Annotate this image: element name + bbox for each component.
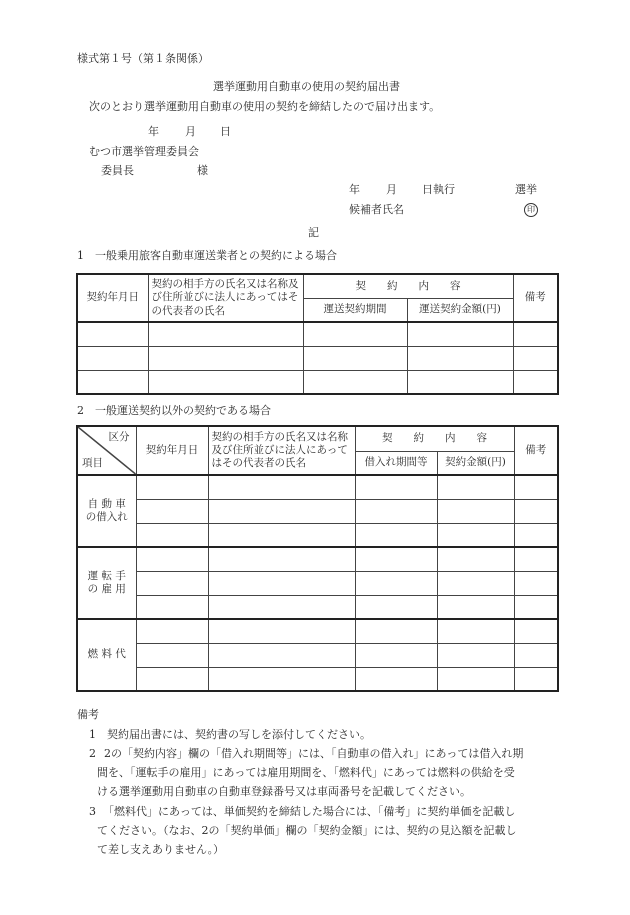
table-row bbox=[77, 547, 558, 571]
cell-period[interactable] bbox=[303, 322, 407, 346]
date-day: 日 bbox=[220, 125, 231, 138]
note-3-num: 3 bbox=[89, 805, 96, 818]
cell-remarks[interactable] bbox=[514, 547, 558, 571]
cell-contract-date[interactable] bbox=[136, 571, 208, 595]
header-remarks: 備考 bbox=[514, 426, 558, 475]
cell-counterparty[interactable] bbox=[208, 547, 355, 571]
seal-mark bbox=[524, 203, 538, 217]
note-2-line-3: ける選挙運動用自動車の自動車登録番号又は車両番号を記載してください。 bbox=[97, 785, 471, 798]
cell-counterparty[interactable] bbox=[208, 523, 355, 547]
cell-amount[interactable] bbox=[437, 643, 514, 667]
cell-amount[interactable] bbox=[437, 571, 514, 595]
cell-amount[interactable] bbox=[437, 595, 514, 619]
cell-remarks[interactable] bbox=[514, 643, 558, 667]
cell-contract-date[interactable] bbox=[136, 667, 208, 691]
header-komoku: 項目 bbox=[82, 456, 103, 469]
cell-remarks[interactable] bbox=[513, 322, 558, 346]
addressee-org: むつ市選挙管理委員会 bbox=[89, 145, 199, 158]
cell-remarks[interactable] bbox=[514, 571, 558, 595]
cell-remarks[interactable] bbox=[514, 475, 558, 499]
cell-period[interactable] bbox=[303, 370, 407, 394]
cell-counterparty[interactable] bbox=[208, 571, 355, 595]
header-amount: 運送契約金額(円) bbox=[407, 298, 513, 322]
intro-text: 次のとおり選挙運動用自動車の使用の契約を締結したので届け出ます。 bbox=[89, 100, 441, 113]
cell-counterparty[interactable] bbox=[208, 667, 355, 691]
cell-amount[interactable] bbox=[437, 547, 514, 571]
seal-icon: 印 bbox=[524, 203, 538, 217]
header-counterparty: 契約の相手方の氏名又は名称及び住所並びに法人にあってはその代表者の氏名 bbox=[148, 274, 303, 322]
form-number: 様式第１号（第１条関係） bbox=[77, 52, 209, 65]
table-row bbox=[77, 346, 558, 370]
cell-amount[interactable] bbox=[407, 370, 513, 394]
table-row bbox=[77, 619, 558, 643]
cell-contract-date[interactable] bbox=[136, 619, 208, 643]
notes-heading: 備考 bbox=[77, 708, 99, 721]
cell-contract-date[interactable] bbox=[136, 499, 208, 523]
group-label-driver-hire: 運 転 手 の 雇 用 bbox=[77, 547, 136, 619]
note-3-line-1: 「燃料代」にあっては、単価契約を締結した場合には、「備考」に契約単価を記載し bbox=[103, 805, 516, 818]
cell-remarks[interactable] bbox=[514, 667, 558, 691]
cell-counterparty[interactable] bbox=[148, 346, 303, 370]
cell-counterparty[interactable] bbox=[148, 322, 303, 346]
header-period: 運送契約期間 bbox=[303, 298, 407, 322]
cell-counterparty[interactable] bbox=[148, 370, 303, 394]
header-kubun: 区分 bbox=[108, 431, 130, 443]
table-row bbox=[77, 475, 558, 499]
cell-contract-date[interactable] bbox=[136, 643, 208, 667]
ki-label: 記 bbox=[308, 226, 319, 239]
date-month: 月 bbox=[185, 125, 196, 138]
table-row bbox=[77, 499, 558, 523]
note-1-line-1: 契約届出書には、契約書の写しを添付してください。 bbox=[107, 728, 371, 741]
election-day-executed: 日執行 bbox=[422, 183, 455, 196]
cell-amount[interactable] bbox=[407, 346, 513, 370]
cell-period[interactable] bbox=[355, 571, 437, 595]
cell-remarks[interactable] bbox=[514, 523, 558, 547]
table-row bbox=[77, 322, 558, 346]
cell-amount[interactable] bbox=[437, 619, 514, 643]
cell-contract-date[interactable] bbox=[77, 346, 148, 370]
section1-table bbox=[76, 273, 559, 395]
header-contract-content: 契 約 内 容 bbox=[355, 426, 514, 451]
cell-contract-date[interactable] bbox=[136, 547, 208, 571]
cell-period[interactable] bbox=[303, 346, 407, 370]
section2-heading: 2 一般運送契約以外の契約である場合 bbox=[77, 404, 271, 417]
cell-period[interactable] bbox=[355, 595, 437, 619]
election-year: 年 bbox=[349, 183, 360, 196]
cell-remarks[interactable] bbox=[514, 499, 558, 523]
note-2-line-2: 間を、「運転手の雇用」にあっては雇用期間を、「燃料代」にあっては燃料の供給を受 bbox=[97, 766, 515, 779]
header-amount: 契約金額(円) bbox=[437, 451, 514, 475]
cell-counterparty[interactable] bbox=[208, 595, 355, 619]
table-row bbox=[77, 595, 558, 619]
cell-contract-date[interactable] bbox=[136, 475, 208, 499]
candidate-name-label: 候補者氏名 bbox=[349, 203, 404, 216]
addressee-title: 委員長 bbox=[101, 164, 134, 177]
cell-period[interactable] bbox=[355, 475, 437, 499]
cell-remarks[interactable] bbox=[513, 370, 558, 394]
cell-remarks[interactable] bbox=[514, 619, 558, 643]
note-2-line-1: 2の「契約内容」欄の「借入れ期間等」には、「自動車の借入れ」にあっては借入れ期 bbox=[104, 747, 524, 760]
cell-contract-date[interactable] bbox=[77, 370, 148, 394]
cell-amount[interactable] bbox=[437, 499, 514, 523]
table-row bbox=[77, 571, 558, 595]
cell-period[interactable] bbox=[355, 643, 437, 667]
note-2-num: 2 bbox=[89, 747, 96, 760]
election-label: 選挙 bbox=[515, 183, 537, 196]
header-remarks: 備考 bbox=[513, 274, 558, 322]
group-label-car-rental: 自 動 車 の借入れ bbox=[77, 475, 136, 547]
cell-contract-date[interactable] bbox=[77, 322, 148, 346]
section1-heading: 1 一般乗用旅客自動車運送業者との契約による場合 bbox=[77, 249, 337, 262]
header-period: 借入れ期間等 bbox=[355, 451, 437, 475]
cell-contract-date[interactable] bbox=[136, 523, 208, 547]
cell-amount[interactable] bbox=[437, 523, 514, 547]
note-3-line-3: て差し支えありません。） bbox=[97, 843, 225, 856]
cell-counterparty[interactable] bbox=[208, 475, 355, 499]
header-counterparty: 契約の相手方の氏名又は名称及び住所並びに法人にあってはその代表者の氏名 bbox=[208, 426, 355, 475]
cell-period[interactable] bbox=[355, 547, 437, 571]
header-contract-content: 契 約 内 容 bbox=[303, 274, 513, 298]
cell-counterparty[interactable] bbox=[208, 643, 355, 667]
date-year: 年 bbox=[148, 125, 159, 138]
cell-amount[interactable] bbox=[437, 667, 514, 691]
cell-amount[interactable] bbox=[407, 322, 513, 346]
note-3-line-2: てください。（なお、2の「契約単価」欄の「契約金額」には、契約の見込額を記載し bbox=[97, 824, 517, 837]
cell-period[interactable] bbox=[355, 619, 437, 643]
group-label-fuel: 燃 料 代 bbox=[77, 619, 136, 691]
note-1-num: 1 bbox=[89, 728, 96, 741]
cell-contract-date[interactable] bbox=[136, 595, 208, 619]
section2-table bbox=[76, 425, 559, 692]
election-month: 月 bbox=[386, 183, 397, 196]
addressee-honorific: 様 bbox=[197, 164, 208, 177]
table-row bbox=[77, 523, 558, 547]
header-contract-date: 契約年月日 bbox=[77, 274, 148, 322]
cell-remarks[interactable] bbox=[513, 346, 558, 370]
document-title: 選挙運動用自動車の使用の契約届出書 bbox=[213, 80, 400, 93]
header-contract-date: 契約年月日 bbox=[136, 426, 208, 475]
cell-period[interactable] bbox=[355, 667, 437, 691]
cell-counterparty[interactable] bbox=[208, 619, 355, 643]
cell-remarks[interactable] bbox=[514, 595, 558, 619]
table-row bbox=[77, 667, 558, 691]
table-row bbox=[77, 643, 558, 667]
cell-period[interactable] bbox=[355, 523, 437, 547]
header-kubun-komoku bbox=[77, 426, 136, 475]
cell-counterparty[interactable] bbox=[208, 499, 355, 523]
cell-amount[interactable] bbox=[437, 475, 514, 499]
table-row bbox=[77, 370, 558, 394]
cell-period[interactable] bbox=[355, 499, 437, 523]
